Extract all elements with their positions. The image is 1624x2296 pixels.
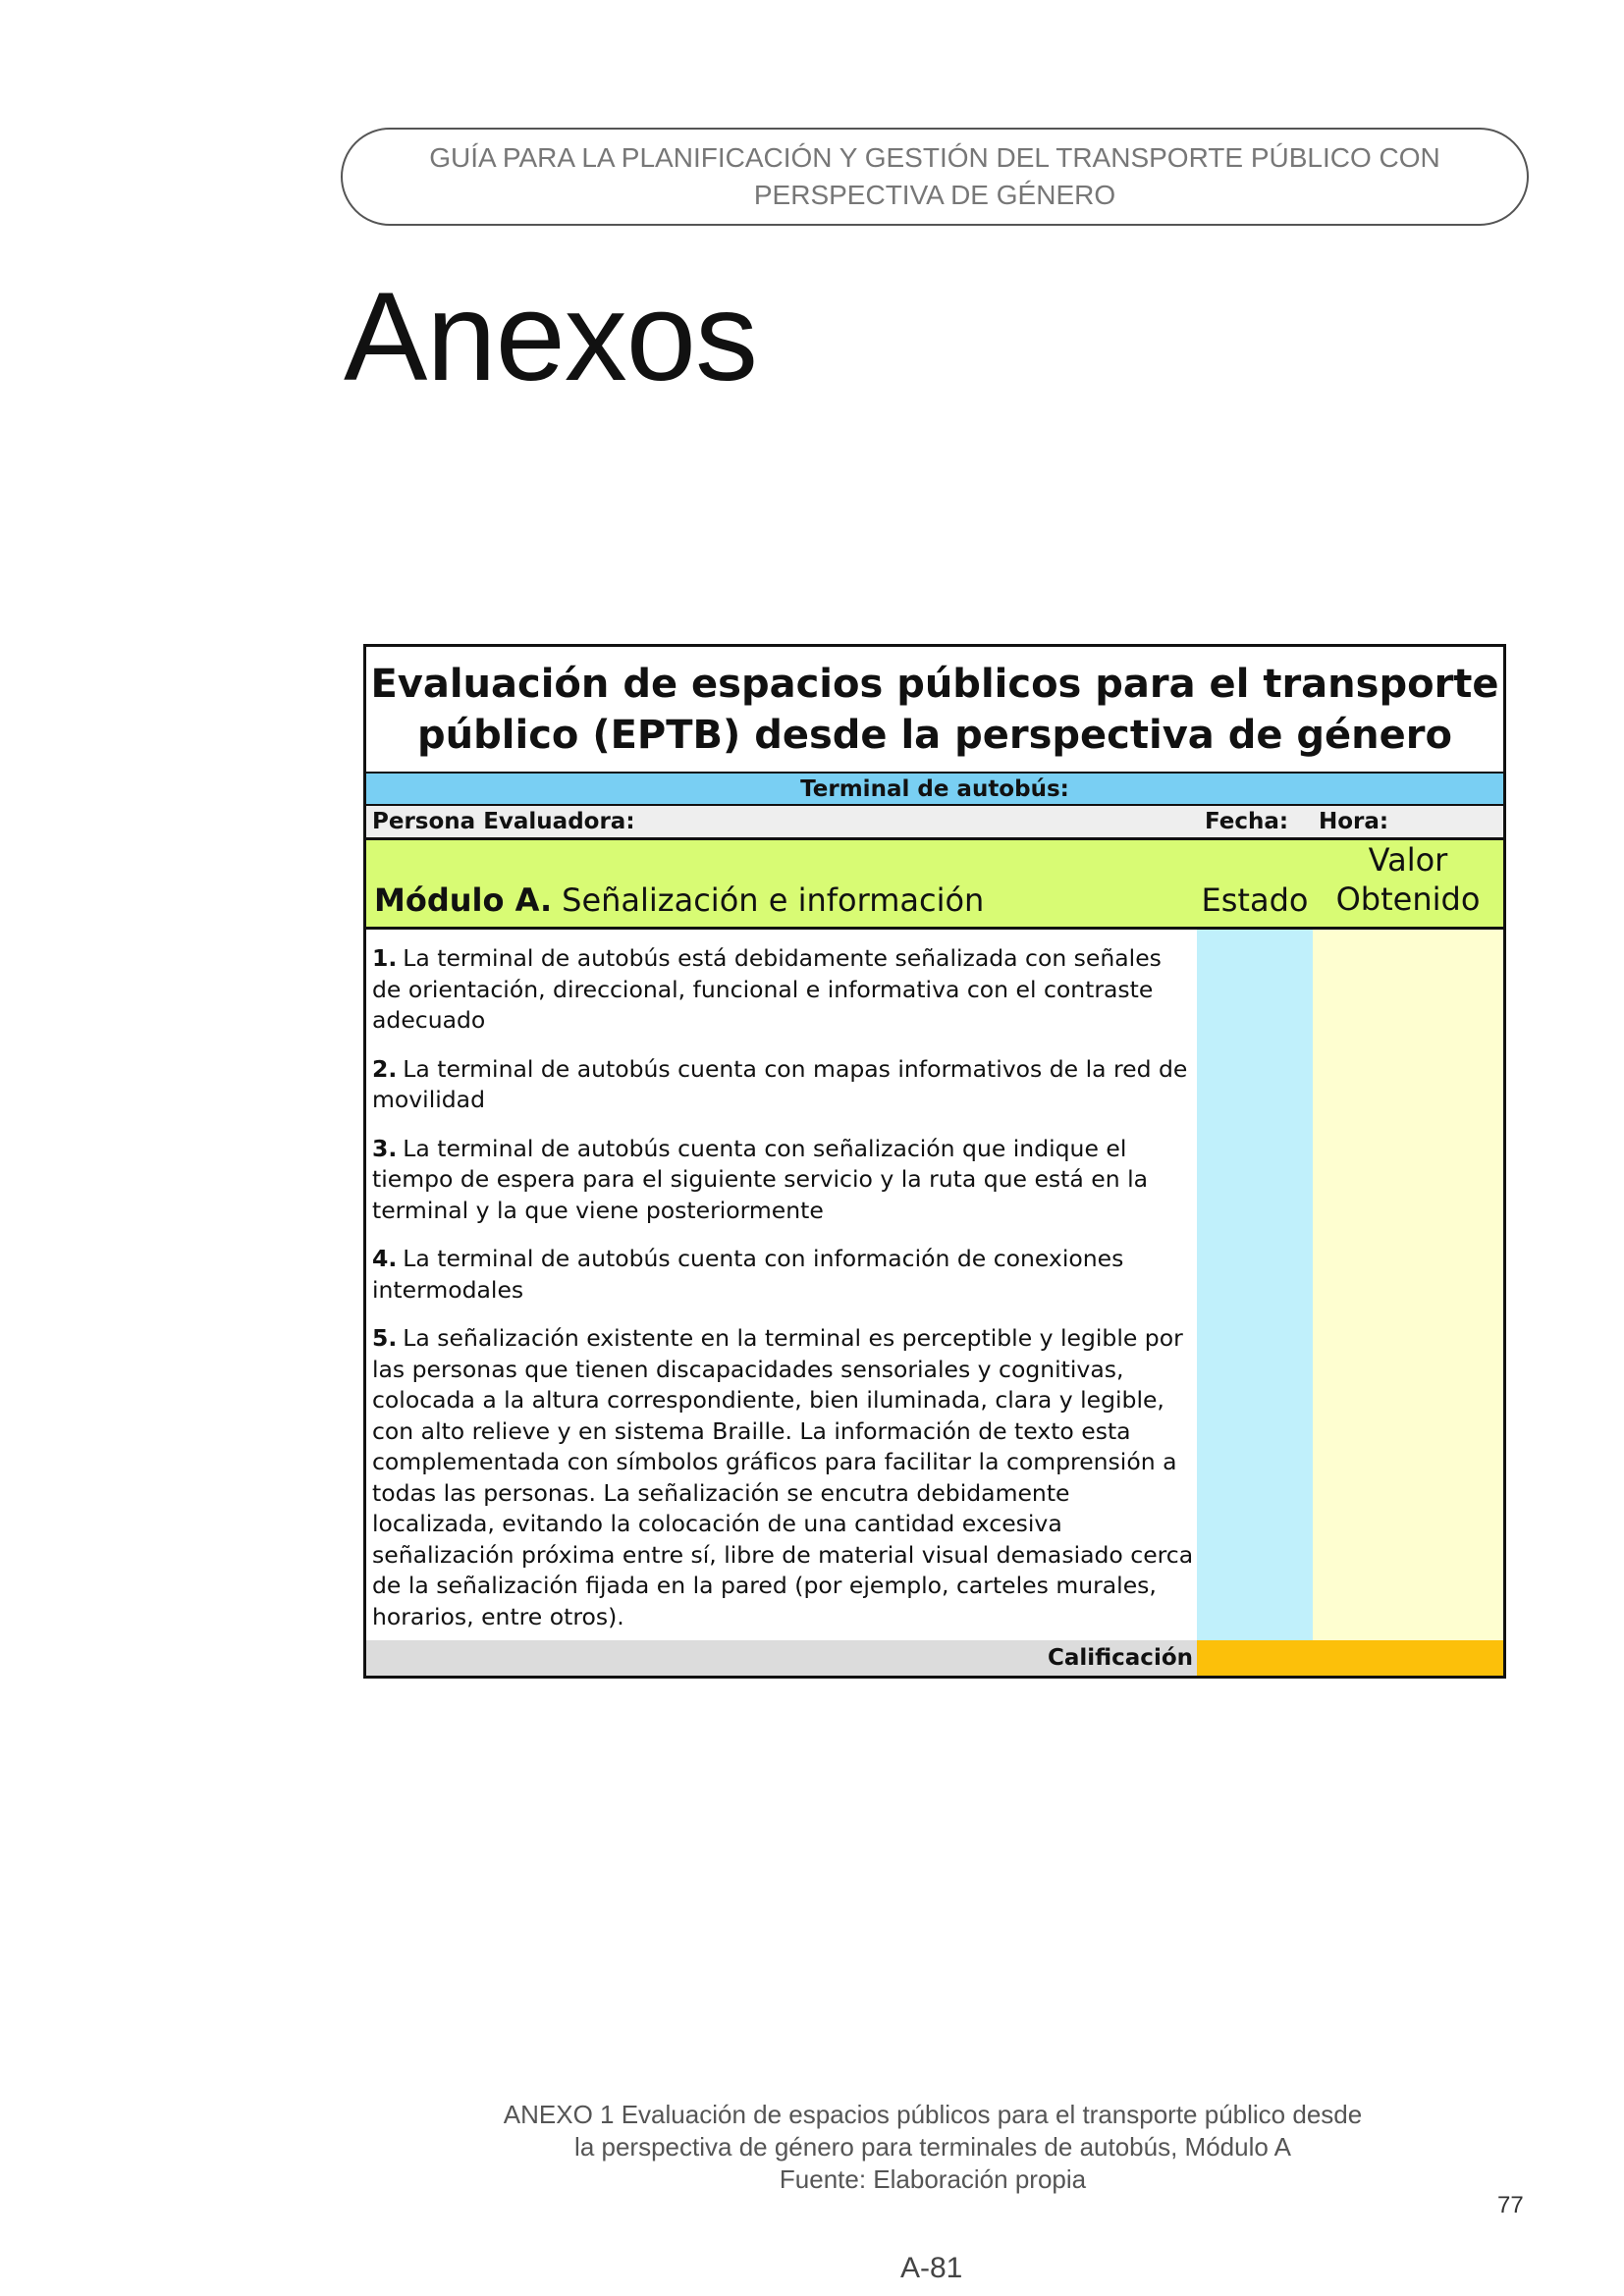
criterion-text: La terminal de autobús está debidamente señalizada con señales de orientación, direccional, funcional e informativa con el contraste adecuado [372,944,1162,1034]
running-header-line-2: PERSPECTIVA DE GÉNERO [753,180,1116,210]
module-code: Módulo A. [374,881,553,919]
criterion-item [372,1323,1197,1632]
score-cell[interactable] [1197,1640,1503,1676]
module-name: Señalización e información [562,881,985,919]
score-label: Calificación [366,1640,1197,1676]
criterion-item [372,1134,1197,1227]
time-label: Hora: [1319,809,1389,834]
annex-page-id: A-81 [900,2252,963,2284]
status-column-header: Estado [1201,881,1309,919]
table-title-line-1: Evaluación de espacios públicos para el transporte [370,661,1499,707]
page-title: Anexos [344,267,757,407]
evaluation-table [363,644,1506,1679]
criterion-text: La señalización existente en la terminal es perceptible y legible por las personas que tienen discapacidades sensoriales y cognitivas, colocada a la altura correspondiente, bien iluminada, clara y legible, con alto relieve y en sistema Braille. La información de texto esta complementada con símbolos gráficos para facilitar la comprensión a todas las personas. La señalización se encutra debidamente localizada, evitando la colocación de una cantidad excesiva señalización próxima entre sí, libre de material visual demasiado cerca de la señalización fijada en la pared (por ejemplo, carteles murales, horarios, entre otros). [372,1324,1194,1630]
criterion-number: 2. [372,1054,398,1083]
criteria-body [366,930,1503,1640]
caption-line-2: la perspectiva de género para terminales de autobús, Módulo A [574,2132,1291,2162]
criterion-text: La terminal de autobús cuenta con señalización que indique el tiempo de espera para el siguiente servicio y la ruta que está en la terminal y la que viene posteriormente [372,1134,1149,1224]
running-header [341,128,1529,226]
criterion-number: 1. [372,944,398,972]
evaluator-label: Persona Evaluadora: [372,809,635,834]
caption-line-1: ANEXO 1 Evaluación de espacios públicos para el transporte público desde [503,2100,1363,2129]
criterion-item [372,943,1197,1037]
value-column-header: Valor Obtenido [1335,841,1481,918]
module-header-row [366,840,1503,930]
value-input-column[interactable] [1313,930,1503,1640]
criterion-number: 5. [372,1324,398,1352]
criterion-item [372,1054,1197,1116]
criterion-number: 4. [372,1245,398,1272]
table-title [366,647,1503,774]
criterion-item [372,1244,1197,1306]
date-label: Fecha: [1205,809,1289,834]
running-header-line-1: GUÍA PARA LA PLANIFICACIÓN Y GESTIÓN DEL TRANSPORTE PÚBLICO CON [429,142,1440,173]
criterion-text: La terminal de autobús cuenta con información de conexiones intermodales [372,1245,1124,1304]
status-input-column[interactable] [1197,930,1313,1640]
criterion-number: 3. [372,1134,398,1162]
figure-caption [295,2099,1571,2196]
terminal-row [366,774,1503,806]
caption-line-3: Fuente: Elaboración propia [779,2164,1087,2194]
criteria-list [366,930,1197,1640]
criterion-text: La terminal de autobús cuenta con mapas informativos de la red de movilidad [372,1054,1188,1113]
terminal-label: Terminal de autobús: [800,775,1069,802]
module-title [366,840,1197,927]
table-title-line-2: público (EPTB) desde la perspectiva de género [417,712,1452,758]
evaluator-row [366,806,1503,840]
score-row [366,1640,1503,1676]
page-number: 77 [1497,2192,1524,2218]
